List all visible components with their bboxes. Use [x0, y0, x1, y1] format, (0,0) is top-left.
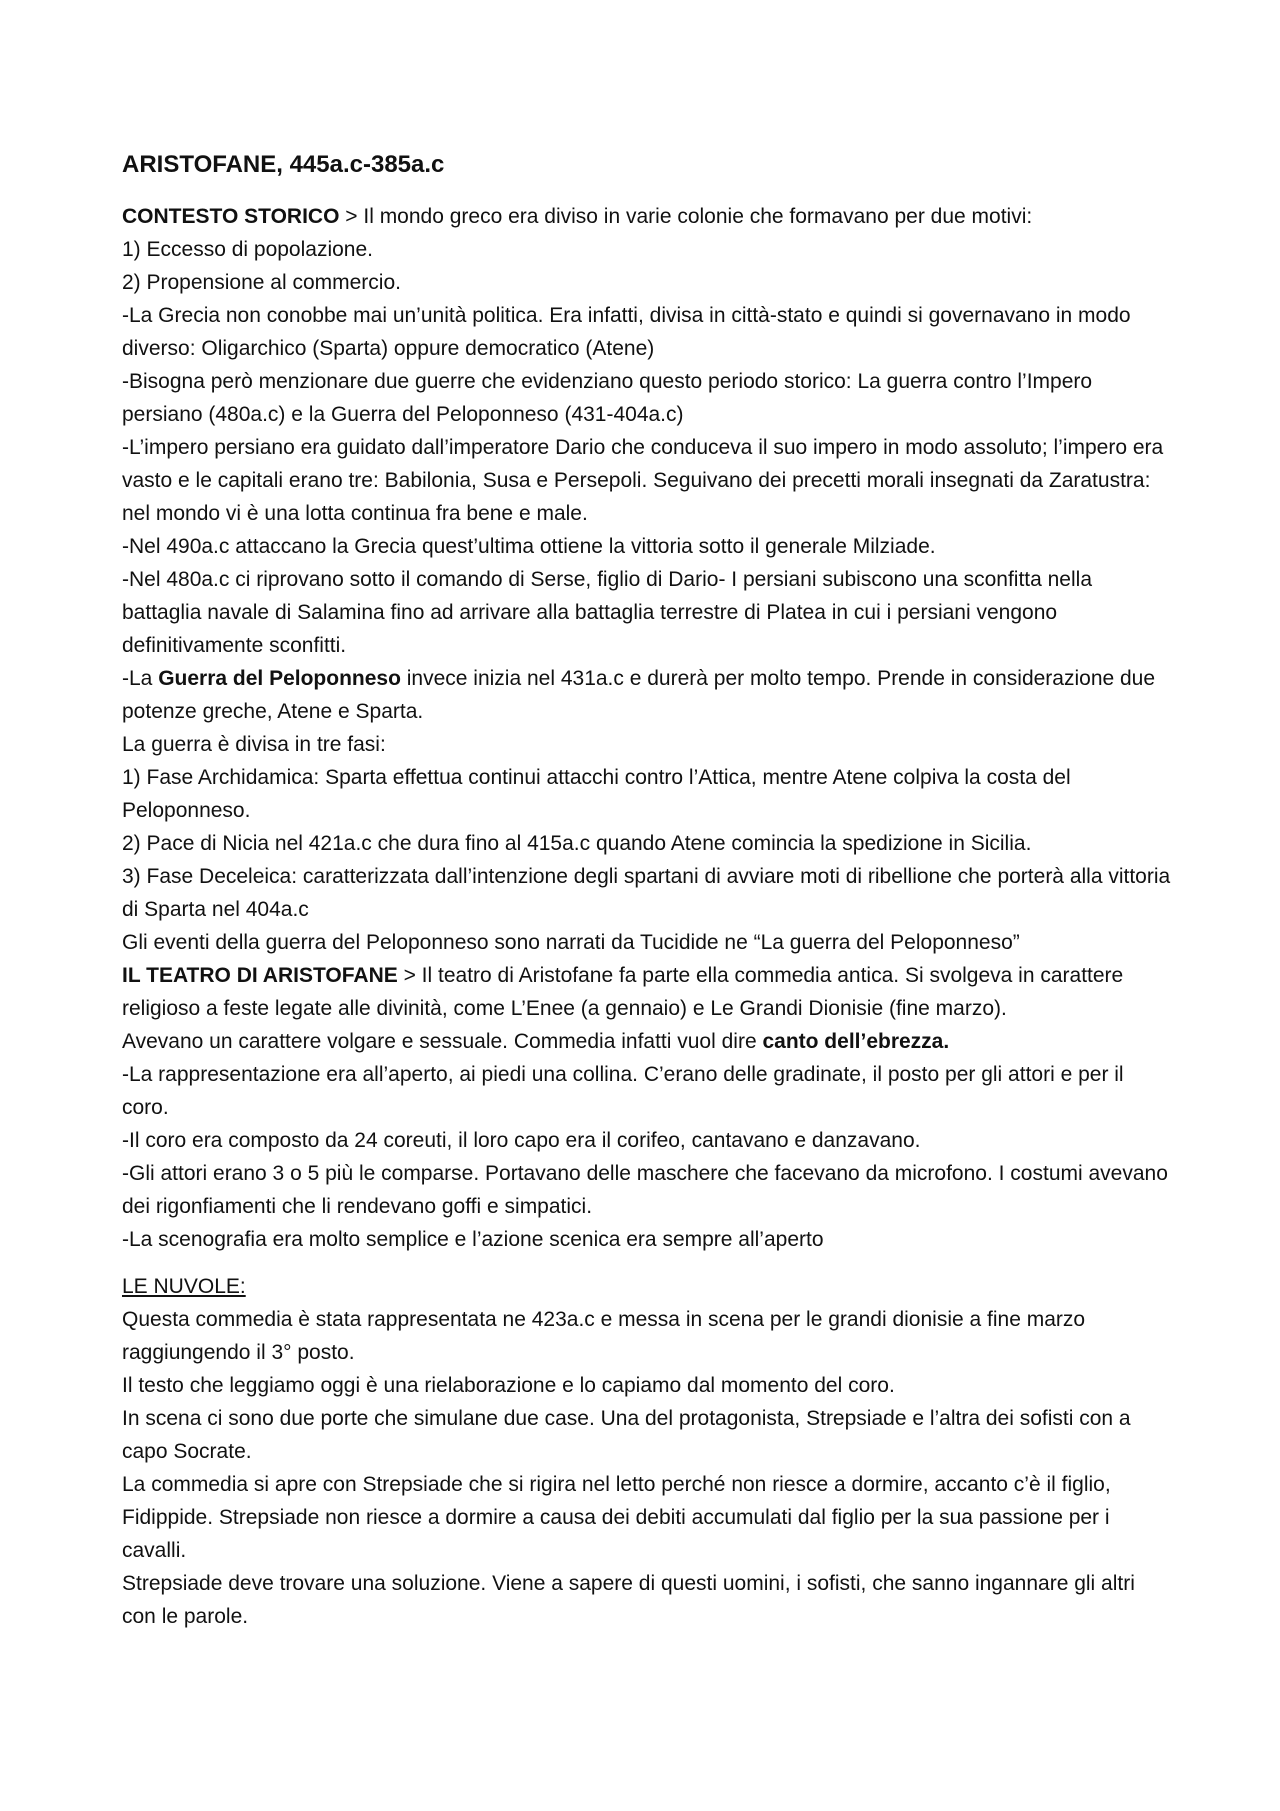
paragraph: Il testo che leggiamo oggi è una rielaborazione e lo capiamo dal momento del coro. — [122, 1374, 895, 1397]
paragraph: 3) Fase Deceleica: caratterizzata dall’intenzione degli spartani di avviare moti di ribellione che porterà alla vittoria di Sparta nel 404a.c — [122, 865, 1171, 921]
contesto-heading: CONTESTO STORICO — [122, 205, 340, 228]
paragraph: -La Grecia non conobbe mai un’unità politica. Era infatti, divisa in città-stato e quindi si governavano in modo diverso: Oligarchico (Sparta) oppure democratico (Atene) — [122, 304, 1131, 360]
contesto-intro — [122, 200, 1172, 233]
paragraph: -Nel 490a.c attaccano la Grecia quest’ultima ottiene la vittoria sotto il generale Milziade. — [122, 535, 936, 558]
nuvole-heading: LE NUVOLE: — [122, 1275, 246, 1298]
paragraph: In scena ci sono due porte che simulane due case. Una del protagonista, Strepsiade e l’altra dei sofisti con a capo Socrate. — [122, 1407, 1131, 1463]
paragraph: -La scenografia era molto semplice e l’azione scenica era sempre all’aperto — [122, 1228, 824, 1251]
paragraph: -Il coro era composto da 24 coreuti, il loro capo era il corifeo, cantavano e danzavano. — [122, 1129, 921, 1152]
volgare-paragraph — [122, 1025, 1172, 1058]
paragraph: Gli eventi della guerra del Peloponneso sono narrati da Tucidide ne “La guerra del Peloponneso” — [122, 931, 1020, 954]
paragraph: -Bisogna però menzionare due guerre che evidenziano questo periodo storico: La guerra contro l’Impero persiano (480a.c) e la Guerra del Peloponneso (431-404a.c) — [122, 370, 1093, 426]
canto-bold: canto dell’ebrezza. — [762, 1030, 950, 1053]
paragraph: La guerra è divisa in tre fasi: — [122, 733, 386, 756]
peloponneso-bold: Guerra del Peloponneso — [158, 667, 401, 690]
document-title: ARISTOFANE, 445a.c-385a.c — [122, 151, 445, 178]
document-page — [122, 150, 1172, 1633]
paragraph: 1) Fase Archidamica: Sparta effettua continui attacchi contro l’Attica, mentre Atene colpiva la costa del Peloponneso. — [122, 766, 1071, 822]
teatro-intro — [122, 959, 1172, 1025]
paragraph: -Gli attori erano 3 o 5 più le comparse. Portavano delle maschere che facevano da microfono. I costumi avevano dei rigonfiamenti che li rendevano goffi e simpatici. — [122, 1162, 1168, 1218]
paragraph: 2) Pace di Nicia nel 421a.c che dura fino al 415a.c quando Atene comincia la spedizione in Sicilia. — [122, 832, 1032, 855]
text-span: invece inizia nel 431a.c e durerà per molto tempo. Prende in considerazione due potenze greche, Atene e Sparta. — [122, 667, 1156, 723]
paragraph: -Nel 480a.c ci riprovano sotto il comando di Serse, figlio di Dario- I persiani subiscono una sconfitta nella battaglia navale di Salamina fino ad arrivare alla battaglia terrestre di Platea in cui i persiani vengono definitivamente sconfitti. — [122, 568, 1092, 657]
paragraph: -La rappresentazione era all’aperto, ai piedi una collina. C’erano delle gradinate, il posto per gli attori e per il coro. — [122, 1063, 1124, 1119]
paragraph: 2) Propensione al commercio. — [122, 271, 401, 294]
teatro-heading: IL TEATRO DI ARISTOFANE — [122, 964, 398, 987]
paragraph: Strepsiade deve trovare una soluzione. Viene a sapere di questi uomini, i sofisti, che sanno ingannare gli altri con le parole. — [122, 1572, 1135, 1628]
paragraph: Questa commedia è stata rappresentata ne 423a.c e messa in scena per le grandi dionisie a fine marzo raggiungendo il 3° posto. — [122, 1308, 1086, 1364]
paragraph: 1) Eccesso di popolazione. — [122, 238, 373, 261]
peloponneso-paragraph — [122, 662, 1172, 728]
text-span: Avevano un carattere volgare e sessuale. Commedia infatti vuol dire — [122, 1030, 763, 1053]
contesto-intro-text: > Il mondo greco era diviso in varie colonie che formavano per due motivi: — [339, 205, 1033, 228]
paragraph: La commedia si apre con Strepsiade che si rigira nel letto perché non riesce a dormire, accanto c’è il figlio, Fidippide. Strepsiade non riesce a dormire a causa dei debiti accumulati dal figlio per la sua passione per i cavalli. — [122, 1473, 1111, 1562]
teatro-intro-text: > Il teatro di Aristofane fa parte ella commedia antica. Si svolgeva in carattere religioso a feste legate alle divinità, come L’Enee (a gennaio) e Le Grandi Dionisie (fine marzo). — [122, 964, 1124, 1020]
text-span: -La — [122, 667, 159, 690]
paragraph: -L’impero persiano era guidato dall’imperatore Dario che conduceva il suo impero in modo assoluto; l’impero era vasto e le capitali erano tre: Babilonia, Susa e Persepoli. Seguivano dei precetti morali insegnati da Zaratustra: nel mondo vi è una lotta continua fra bene e male. — [122, 436, 1164, 525]
